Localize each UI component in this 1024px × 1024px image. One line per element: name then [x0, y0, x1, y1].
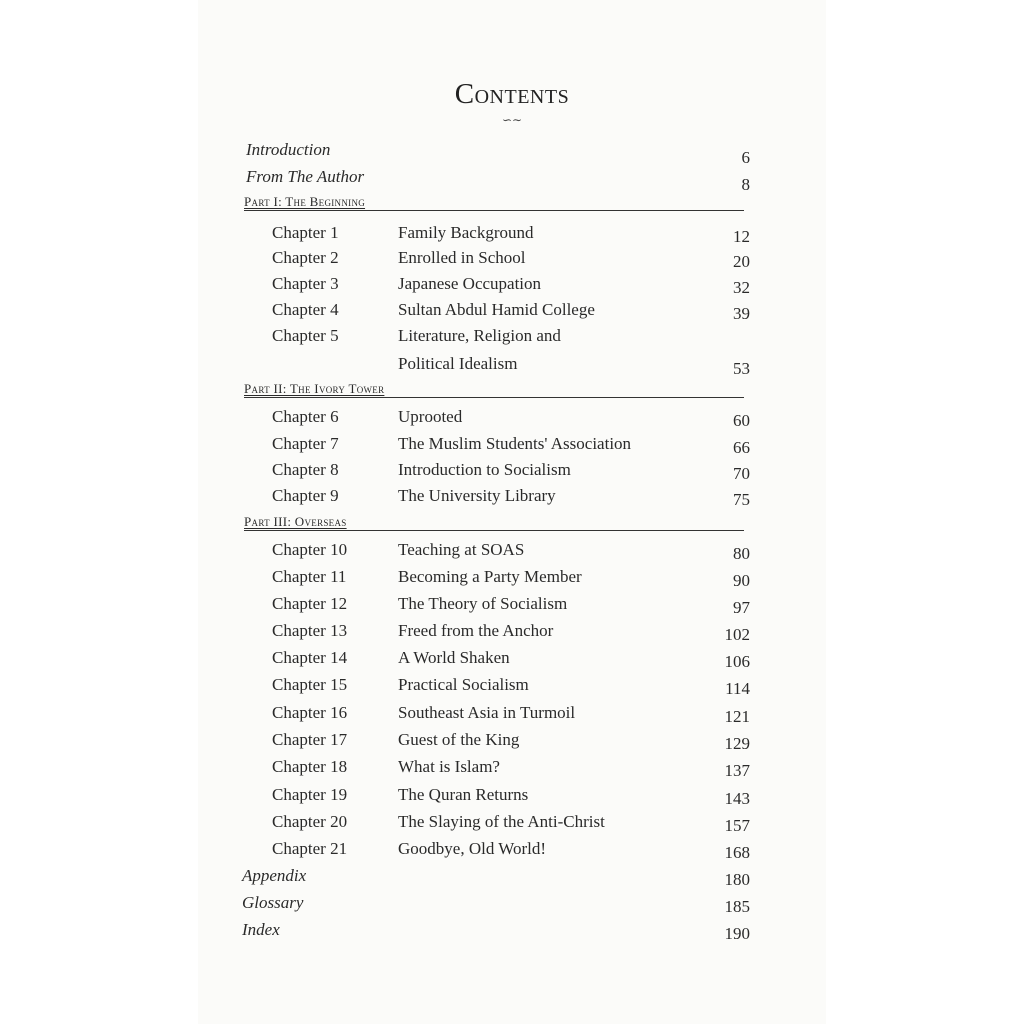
toc-entry-from-the-author[interactable]: [198, 167, 826, 193]
chapter-page: 39: [733, 304, 750, 323]
toc-chapter-16[interactable]: [198, 703, 826, 729]
part-heading-1: [244, 194, 744, 211]
chapter-title: Teaching at SOAS: [398, 540, 525, 559]
toc-chapter-11[interactable]: [198, 567, 826, 593]
chapter-number: Chapter 18: [272, 757, 348, 776]
entry-label: Glossary: [242, 893, 304, 912]
toc-chapter-18[interactable]: [198, 757, 826, 783]
entry-label: Introduction: [246, 140, 331, 159]
page-title: Contents: [454, 78, 570, 110]
chapter-number: Chapter 21: [272, 839, 348, 858]
entry-page: 190: [724, 924, 750, 943]
chapter-page: 60: [733, 411, 750, 430]
chapter-number: Chapter 11: [272, 567, 347, 586]
toc-chapter-1[interactable]: [198, 223, 826, 249]
chapter-title: Family Background: [398, 223, 534, 242]
toc-chapter-12[interactable]: [198, 594, 826, 620]
chapter-page: 121: [724, 707, 750, 726]
toc-chapter-9[interactable]: [198, 486, 826, 512]
chapter-page: 137: [724, 761, 750, 780]
entry-page: 185: [724, 897, 750, 916]
chapter-title: The University Library: [398, 486, 556, 505]
chapter-title: A World Shaken: [398, 648, 510, 667]
toc-chapter-20[interactable]: [198, 812, 826, 838]
toc-entry-introduction[interactable]: [198, 140, 826, 166]
toc-entry-glossary[interactable]: [198, 893, 826, 919]
ornament-divider: ∽∼: [501, 113, 523, 127]
chapter-number: Chapter 1: [272, 223, 339, 242]
toc-chapter-21[interactable]: [198, 839, 826, 865]
entry-label: From The Author: [246, 167, 365, 186]
chapter-title: The Slaying of the Anti-Christ: [398, 812, 605, 831]
toc-chapter-8[interactable]: [198, 460, 826, 486]
entry-label: Appendix: [242, 866, 307, 885]
chapter-number: Chapter 3: [272, 274, 339, 293]
part-title: Part II: The Ivory Tower: [244, 381, 385, 396]
toc-entry-index[interactable]: [198, 920, 826, 946]
chapter-page: 75: [733, 490, 750, 509]
chapter-title: Literature, Religion and: [398, 326, 561, 345]
chapter-page: 53: [733, 359, 750, 378]
chapter-number: Chapter 8: [272, 460, 339, 479]
toc-chapter-5[interactable]: [198, 326, 826, 378]
chapter-number: Chapter 15: [272, 675, 348, 694]
chapter-number: Chapter 13: [272, 621, 348, 640]
part-title: Part III: Overseas: [244, 514, 347, 529]
toc-entry-appendix[interactable]: [198, 866, 826, 892]
chapter-page: 114: [725, 679, 750, 698]
chapter-page: 66: [733, 438, 750, 457]
chapter-title: Becoming a Party Member: [398, 567, 582, 586]
chapter-page: 143: [724, 789, 750, 808]
chapter-title: The Muslim Students' Association: [398, 434, 632, 453]
chapter-number: Chapter 2: [272, 248, 339, 267]
chapter-title: What is Islam?: [398, 757, 500, 776]
chapter-page: 129: [724, 734, 750, 753]
chapter-title: The Quran Returns: [398, 785, 529, 804]
chapter-title: Introduction to Socialism: [398, 460, 571, 479]
entry-page: 6: [741, 148, 750, 167]
chapter-number: Chapter 14: [272, 648, 348, 667]
chapter-title: Southeast Asia in Turmoil: [398, 703, 576, 722]
chapter-number: Chapter 17: [272, 730, 348, 749]
chapter-page: 12: [733, 227, 750, 246]
book-page: [198, 0, 826, 1024]
toc-chapter-2[interactable]: [198, 248, 826, 274]
chapter-page: 106: [724, 652, 750, 671]
chapter-title: Guest of the King: [398, 730, 520, 749]
toc-chapter-17[interactable]: [198, 730, 826, 756]
chapter-number: Chapter 4: [272, 300, 339, 319]
chapter-page: 168: [724, 843, 750, 862]
chapter-title: Enrolled in School: [398, 248, 526, 267]
chapter-title: Sultan Abdul Hamid College: [398, 300, 595, 319]
part-heading-2: [244, 381, 744, 398]
chapter-page: 157: [724, 816, 750, 835]
chapter-number: Chapter 20: [272, 812, 348, 831]
chapter-title: Goodbye, Old World!: [398, 839, 546, 858]
chapter-title-line2: Political Idealism: [398, 354, 518, 373]
chapter-page: 20: [733, 252, 750, 271]
chapter-title: Uprooted: [398, 407, 463, 426]
toc-chapter-6[interactable]: [198, 407, 826, 433]
toc-chapter-19[interactable]: [198, 785, 826, 811]
part-title: Part I: The Beginning: [244, 194, 366, 209]
entry-page: 180: [724, 870, 750, 889]
chapter-page: 90: [733, 571, 750, 590]
chapter-page: 80: [733, 544, 750, 563]
toc-chapter-3[interactable]: [198, 274, 826, 300]
chapter-page: 70: [733, 464, 750, 483]
chapter-number: Chapter 10: [272, 540, 348, 559]
toc-chapter-7[interactable]: [198, 434, 826, 460]
chapter-number: Chapter 7: [272, 434, 339, 453]
toc-chapter-14[interactable]: [198, 648, 826, 674]
chapter-title: Practical Socialism: [398, 675, 529, 694]
entry-label: Index: [242, 920, 280, 939]
chapter-title: Japanese Occupation: [398, 274, 542, 293]
part-heading-3: [244, 514, 744, 531]
chapter-number: Chapter 12: [272, 594, 348, 613]
chapter-number: Chapter 9: [272, 486, 339, 505]
chapter-number: Chapter 19: [272, 785, 348, 804]
chapter-number: Chapter 16: [272, 703, 348, 722]
toc-chapter-15[interactable]: [198, 675, 826, 701]
toc-chapter-13[interactable]: [198, 621, 826, 647]
chapter-number: Chapter 5: [272, 326, 339, 345]
toc-chapter-10[interactable]: [198, 540, 826, 566]
chapter-number: Chapter 6: [272, 407, 339, 426]
toc-chapter-4[interactable]: [198, 300, 826, 326]
chapter-title: Freed from the Anchor: [398, 621, 554, 640]
chapter-page: 32: [733, 278, 750, 297]
chapter-page: 97: [733, 598, 750, 617]
chapter-page: 102: [724, 625, 750, 644]
chapter-title: The Theory of Socialism: [398, 594, 568, 613]
entry-page: 8: [741, 175, 750, 194]
